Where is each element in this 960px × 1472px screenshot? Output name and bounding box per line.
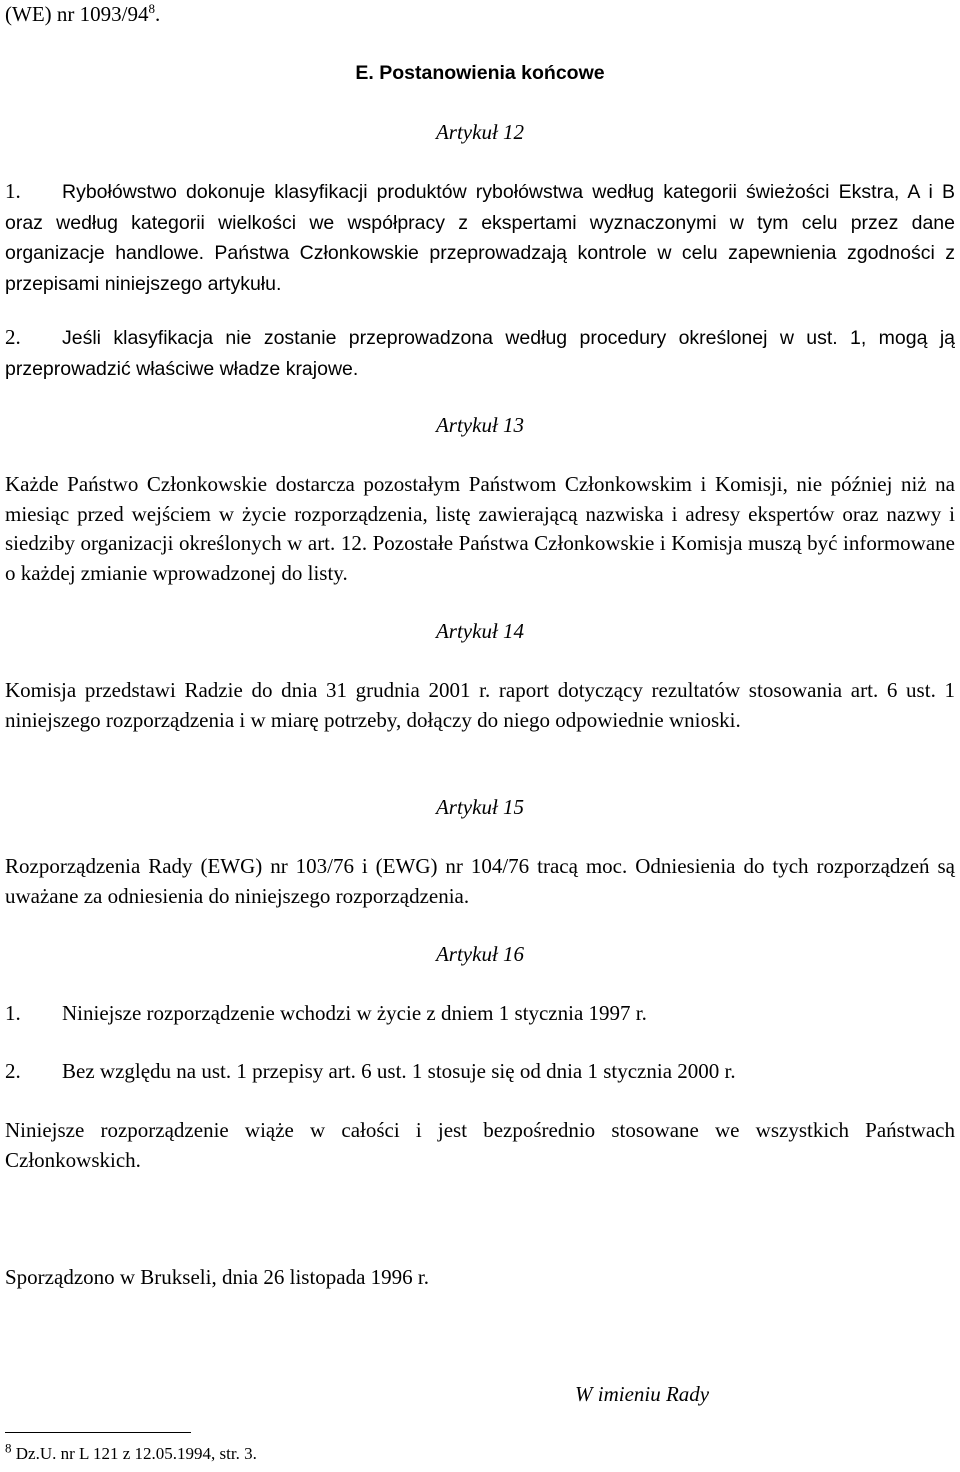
- paragraph-number: 2.: [5, 1059, 21, 1083]
- paragraph-text: Jeśli klasyfikacja nie zostanie przeprowadzona według procedury określonej w ust. 1, mogą ją przeprowadzić właściwe władze krajowe.: [5, 327, 955, 380]
- header-reference-text: (WE) nr 1093/94: [5, 2, 149, 26]
- article-15-text: Rozporządzenia Rady (EWG) nr 103/76 i (EWG) nr 104/76 tracą moc. Odniesienia do tych rozporządzeń są uważane za odniesienia do niniejszego rozporządzenia.: [5, 854, 955, 908]
- article-13-text: Każde Państwo Członkowskie dostarcza pozostałym Państwom Członkowskim i Komisji, nie później niż na miesiąc przed wejściem w życie rozporządzenia, listę zawierającą nazwiska i adresy ekspertów oraz nazwy i siedziby organizacji określonych w art. 12. Pozostałe Państwa Członkowskie i Komisja muszą być informowane o każdej zmianie wprowadzonej do listy.: [5, 472, 955, 585]
- article-16-paragraph-1: [5, 999, 955, 1029]
- article-13-title: Artykuł 13: [435, 413, 525, 437]
- paragraph-text: Rybołówstwo dokonuje klasyfikacji produktów rybołówstwa według kategorii świeżości Ekstra, A i B oraz według kategorii wielkości we współpracy z ekspertami wyznaczonymi w tym celu przez dane organizacje handlowe.: [5, 181, 955, 264]
- article-12-paragraph-1: [5, 177, 955, 299]
- paragraph-text: Bez względu na ust. 1 przepisy art. 6 ust. 1 stosuje się od dnia 1 stycznia 2000 r.: [62, 1059, 736, 1083]
- article-12-title: Artykuł 12: [435, 120, 525, 144]
- article-14-text: Komisja przedstawi Radzie do dnia 31 grudnia 2001 r. raport dotyczący rezultatów stosowania art. 6 ust. 1 niniejszego rozporządzenia i w miarę potrzeby, dołączy do niego odpowiednie wnioski.: [5, 678, 955, 732]
- signature-line: W imieniu Rady: [575, 1382, 710, 1406]
- section-title: E. Postanowienia końcowe: [355, 62, 605, 84]
- article-14-title: Artykuł 14: [435, 619, 525, 643]
- done-at: Sporządzono w Brukseli, dnia 26 listopada 1996 r.: [5, 1265, 430, 1289]
- paragraph-number: 2.: [5, 325, 21, 349]
- footnote-text: Dz.U. nr L 121 z 12.05.1994, str. 3.: [15, 1444, 257, 1463]
- footnote-mark: 8: [5, 1440, 12, 1456]
- paragraph-number: 1.: [5, 1001, 21, 1025]
- binding-clause: Niniejsze rozporządzenie wiąże w całości i jest bezpośrednio stosowane we wszystkich Państwach Członkowskich.: [5, 1118, 955, 1172]
- header-reference-tail: .: [154, 2, 161, 26]
- footnote-divider: [5, 1432, 191, 1433]
- article-15-title: Artykuł 15: [435, 795, 525, 819]
- article-16-paragraph-2: [5, 1057, 955, 1087]
- footnote: [5, 1440, 257, 1465]
- paragraph-text: Niniejsze rozporządzenie wchodzi w życie z dniem 1 stycznia 1997 r.: [62, 1001, 647, 1025]
- paragraph-text: Państwa Członkowskie przeprowadzają kontrole w celu zapewnienia zgodności z przepisami niniejszego artykułu.: [5, 242, 956, 295]
- header-reference: [5, 0, 955, 30]
- paragraph-number: 1.: [5, 179, 21, 203]
- article-16-title: Artykuł 16: [435, 942, 525, 966]
- article-12-paragraph-2: [5, 323, 955, 384]
- footnote-marker: 8: [148, 1, 155, 16]
